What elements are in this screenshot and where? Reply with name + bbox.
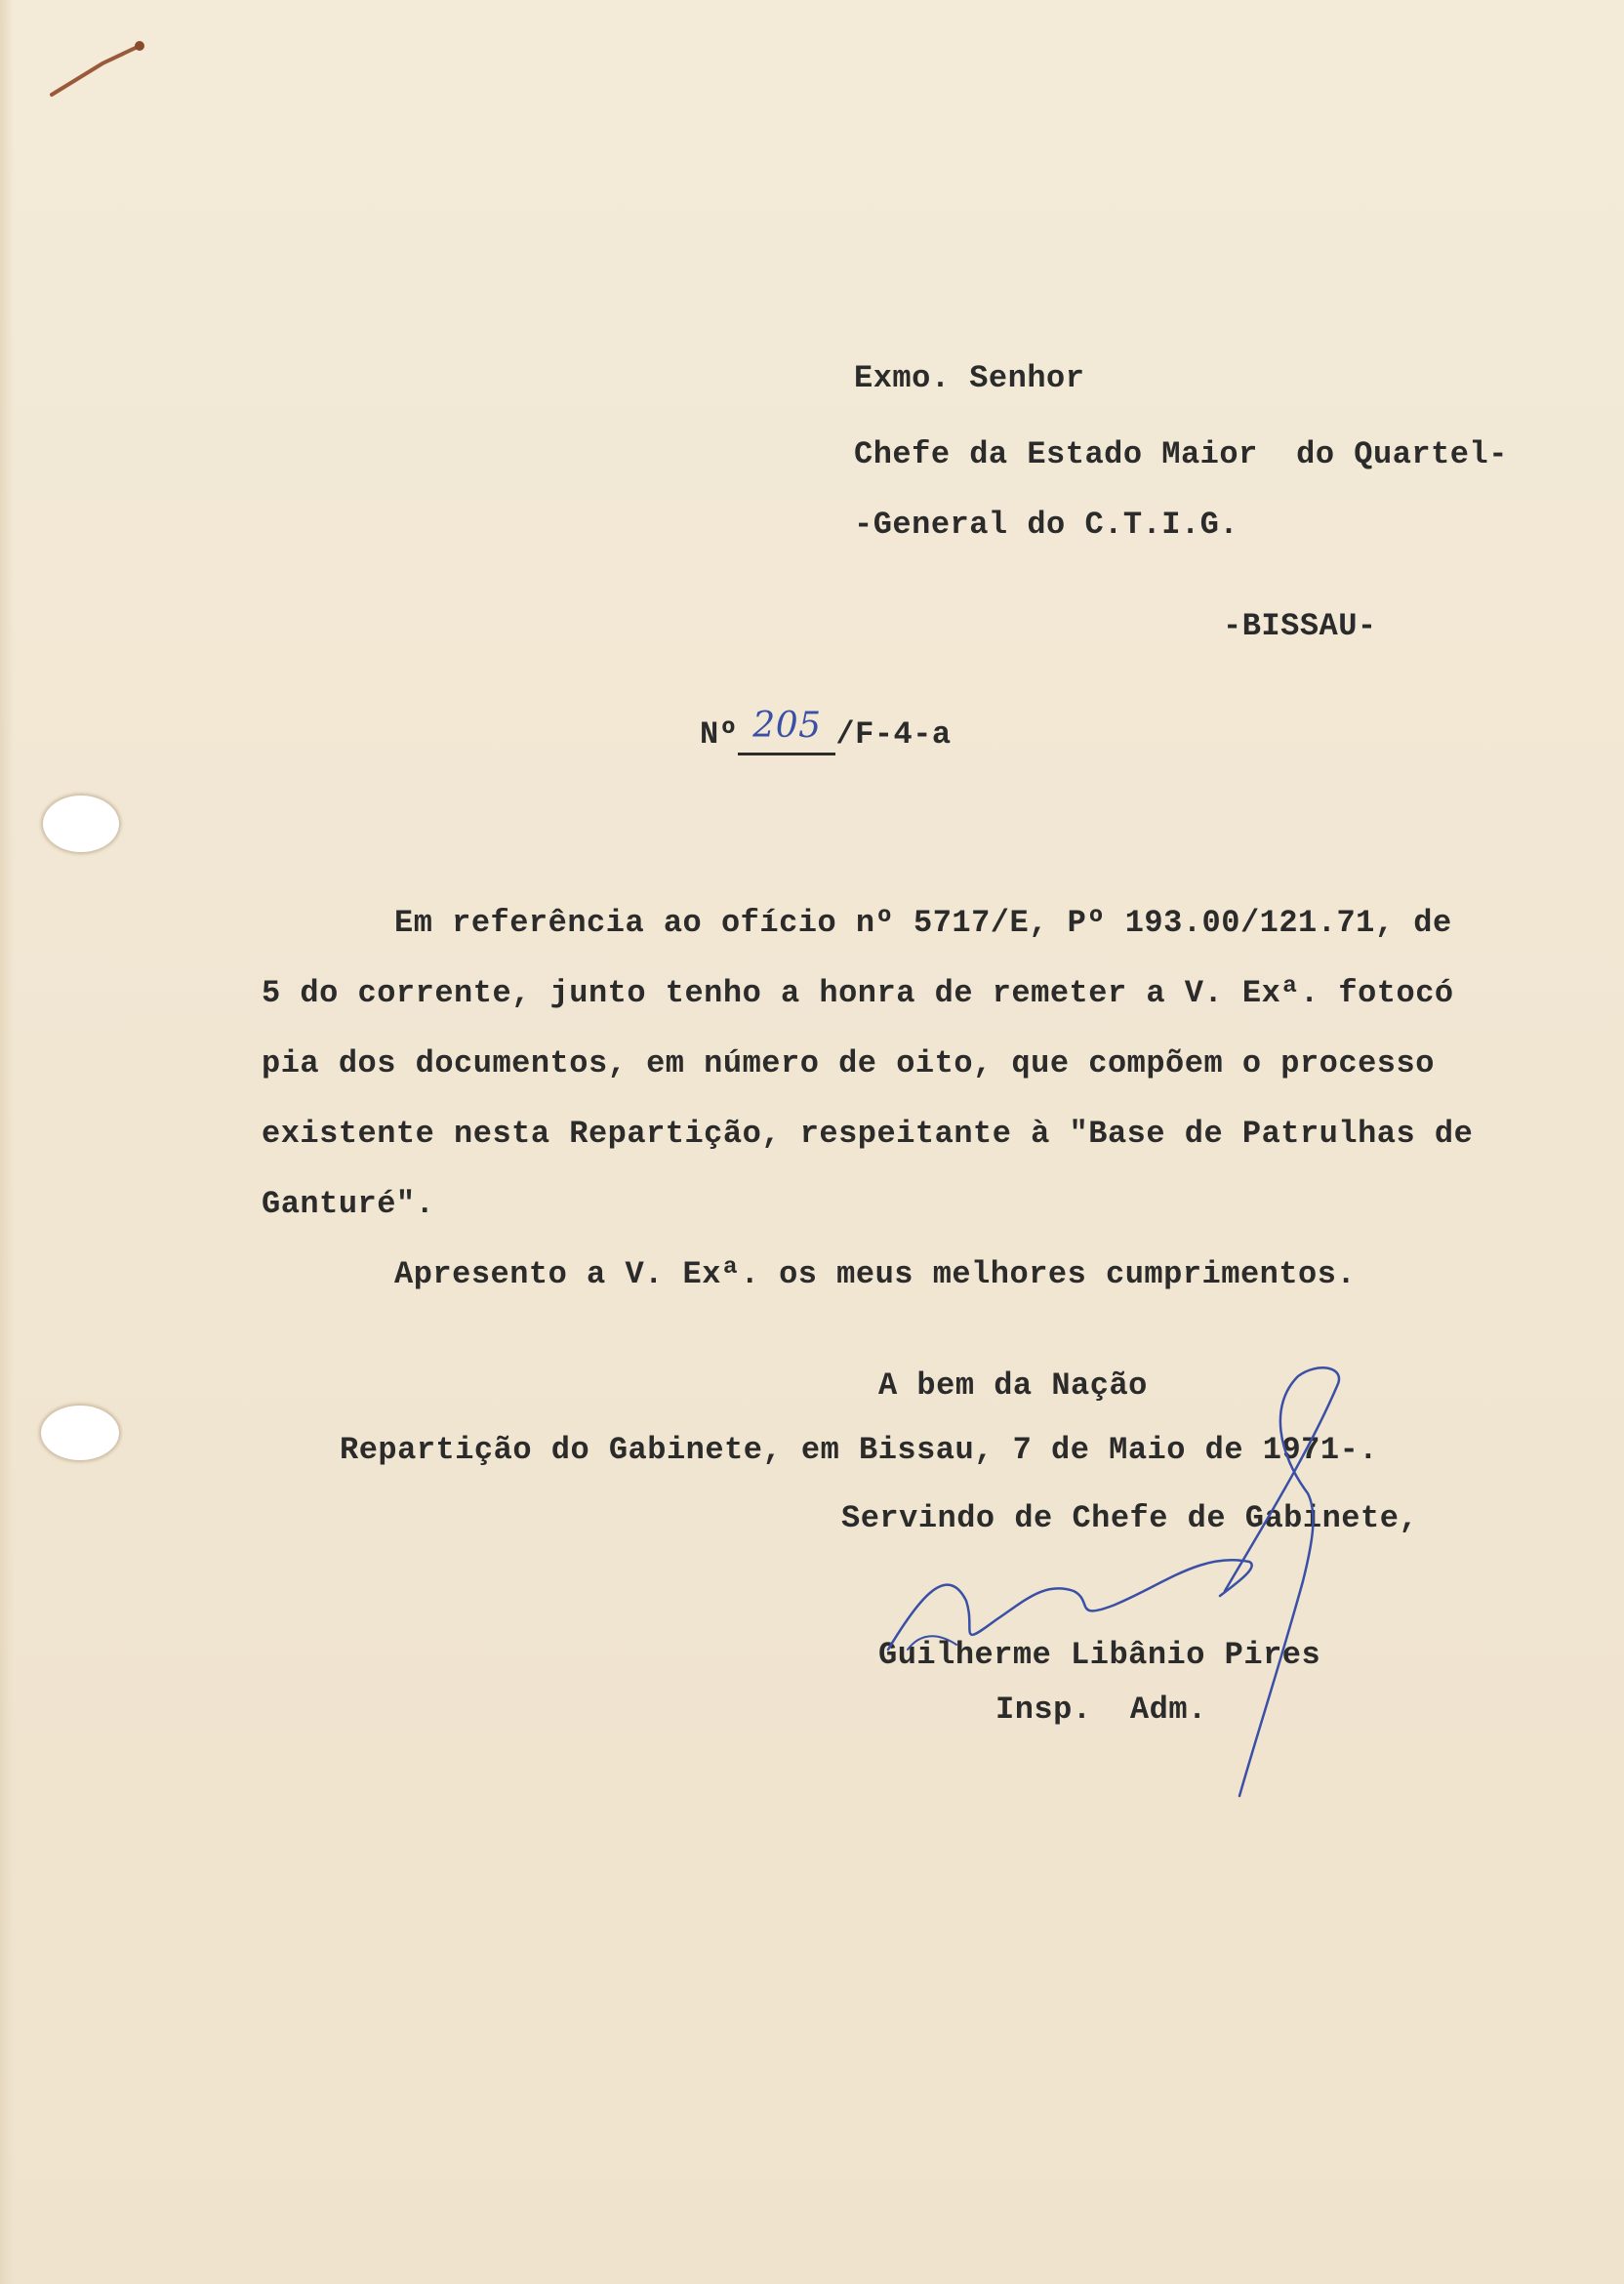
address-line-2: -General do C.T.I.G. <box>854 507 1239 543</box>
body-line-5: Ganturé". <box>262 1186 435 1222</box>
handwritten-signature-icon <box>849 1357 1415 1806</box>
reference-number-field <box>738 706 835 755</box>
punch-hole-top <box>43 795 119 852</box>
handwritten-number: 205 <box>752 706 822 746</box>
reference-suffix: /F-4-a <box>835 716 952 753</box>
punch-hole-bottom <box>41 1406 119 1460</box>
reference-number <box>700 706 952 755</box>
body-line-1: Em referência ao ofício nº 5717/E, Pº 193.00/121.71, de <box>394 905 1452 941</box>
body-line-3: pia dos documentos, em número de oito, que compõem o processo <box>262 1045 1435 1081</box>
motto: A bem da Nação <box>878 1367 1148 1404</box>
reference-prefix: Nº <box>700 716 739 753</box>
salutation: Exmo. Senhor <box>854 360 1085 396</box>
signatory-title: Insp. Adm. <box>995 1692 1207 1728</box>
body-line-4: existente nesta Repartição, respeitante à "Base de Patrulhas de <box>262 1116 1474 1152</box>
signatory-name: Guilherme Libânio Pires <box>878 1637 1321 1673</box>
address-city: -BISSAU- <box>1223 608 1377 644</box>
address-line-1: Chefe da Estado Maior do Quartel- <box>854 436 1508 472</box>
place-date: Repartição do Gabinete, em Bissau, 7 de Maio de 1971-. <box>340 1432 1378 1468</box>
body-line-2: 5 do corrente, junto tenho a honra de remeter a V. Exª. fotocó <box>262 975 1454 1011</box>
closing-line: Apresento a V. Exª. os meus melhores cumprimentos. <box>394 1256 1357 1292</box>
rust-mark-icon <box>44 34 151 102</box>
signatory-role: Servindo de Chefe de Gabinete, <box>841 1500 1419 1536</box>
paper-edge <box>0 0 14 2284</box>
